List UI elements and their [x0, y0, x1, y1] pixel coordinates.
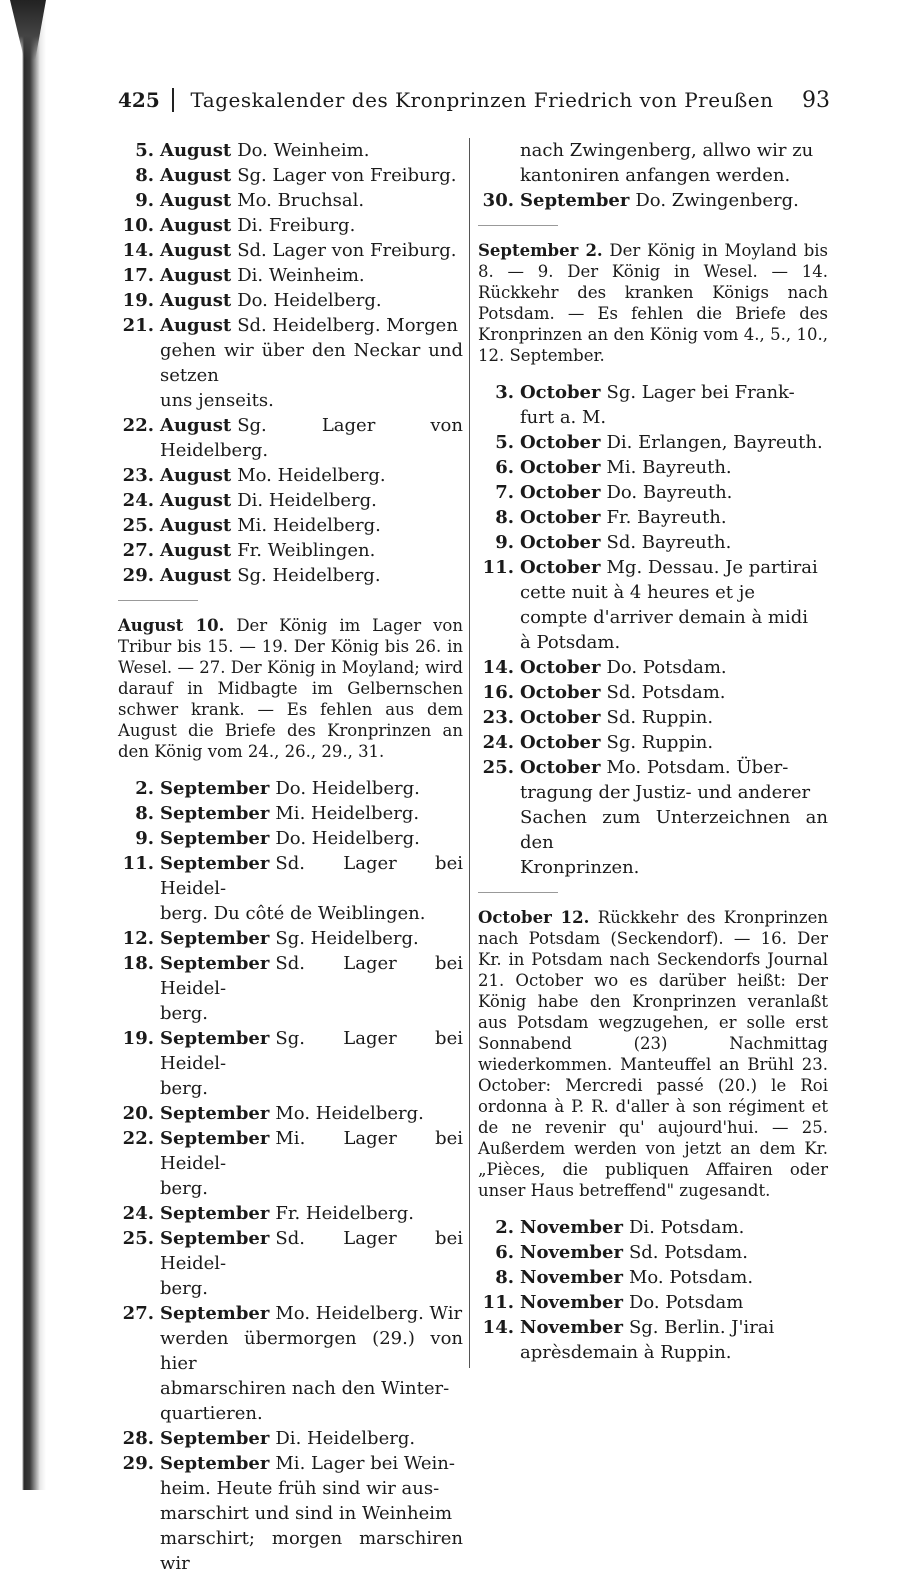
october-note [478, 907, 828, 1201]
entry-month: October [520, 482, 601, 503]
page-number-left: 425 [118, 88, 174, 112]
entry-continuation: berg. [160, 1178, 209, 1199]
entry-month: October [520, 507, 601, 528]
entry-day: 25. [122, 1228, 154, 1249]
entry-month: September [160, 953, 270, 974]
entry-month: August [160, 515, 232, 536]
entry-day: 29. [122, 565, 154, 586]
entry-month: August [160, 190, 232, 211]
calendar-entry [478, 530, 828, 555]
calendar-entry [118, 413, 463, 463]
entry-day: 22. [122, 1128, 154, 1149]
entry-day: 25. [122, 515, 154, 536]
entry-continuation: marschirt und sind in Weinheim [160, 1503, 453, 1524]
entry-continuation: à Potsdam. [520, 632, 621, 653]
entry-day: 9. [135, 828, 154, 849]
entry-day: 11. [482, 1292, 514, 1313]
entry-text: Sg. Lager bei Frank- [606, 382, 795, 403]
entry-text: Di. Heidelberg. [275, 1428, 416, 1449]
calendar-entry [118, 538, 463, 563]
entry-month: September [160, 1428, 270, 1449]
continued-line: kantoniren anfangen werden. [520, 165, 791, 186]
entry-day: 19. [122, 290, 154, 311]
entry-month: September [160, 1228, 270, 1249]
entry-day: 6. [495, 1242, 514, 1263]
entry-month: November [520, 1267, 623, 1288]
right-column [478, 138, 828, 1365]
calendar-entry [478, 505, 828, 530]
entry-continuation: berg. [160, 1003, 209, 1024]
entry-text: Do. Heidelberg. [275, 828, 420, 849]
calendar-entry [478, 455, 828, 480]
august-note [118, 615, 463, 762]
entry-month: September [520, 190, 630, 211]
entry-month: October [520, 532, 601, 553]
entry-text: Mo. Potsdam. Über- [606, 757, 789, 778]
continued-text [478, 138, 828, 188]
entry-text: Sg. Lager von Heidelberg. [160, 415, 463, 461]
september-note [478, 240, 828, 366]
calendar-entry [478, 1315, 828, 1340]
entry-text: Sg. Heidelberg. [275, 928, 419, 949]
entry-text: Di. Heidelberg. [237, 490, 377, 511]
entry-text: Sd. Bayreuth. [606, 532, 732, 553]
entry-text: Di. Freiburg. [237, 215, 356, 236]
calendar-entry [118, 776, 463, 801]
calendar-entry [118, 926, 463, 951]
entry-day: 5. [135, 140, 154, 161]
entry-day: 12. [122, 928, 154, 949]
calendar-entry [118, 463, 463, 488]
entry-continuation: berg. [160, 1078, 209, 1099]
calendar-entry [478, 680, 828, 705]
entry-text: Do. Heidelberg. [275, 778, 420, 799]
entry-continuation: heim. Heute früh sind wir aus- [160, 1478, 440, 1499]
entry-day: 19. [122, 1028, 154, 1049]
entry-month: August [160, 265, 232, 286]
entry-month: August [160, 315, 232, 336]
calendar-entry [118, 563, 463, 588]
entry-continuation: werden übermorgen (29.) von hier [160, 1328, 463, 1374]
entry-day: 6. [495, 457, 514, 478]
entry-month: September [160, 1303, 270, 1324]
entry-day: 30. [482, 190, 514, 211]
calendar-entry [478, 730, 828, 755]
entry-day: 21. [122, 315, 154, 336]
entry-day: 14. [482, 1317, 514, 1338]
entry-text: Mo. Heidelberg. [237, 465, 386, 486]
calendar-entry [478, 1290, 828, 1315]
calendar-entry [118, 138, 463, 163]
calendar-entry [118, 1226, 463, 1276]
separator-line [478, 892, 558, 893]
entry-text: Mo. Heidelberg. Wir [275, 1303, 463, 1324]
september-note-text: Der König in Moyland bis 8. — 9. Der König in Wesel. — 14. Rückkehr des kranken Königs nach Potsdam. — Es fehlen die Briefe des Kronprinzen an den König vom 4., 5., 10., 12. September. [478, 241, 829, 365]
entry-month: October [520, 707, 601, 728]
calendar-entry [478, 555, 828, 580]
october-note-lead: October 12. [478, 908, 590, 927]
entry-text: Di. Potsdam. [628, 1217, 745, 1238]
entry-text: Sg. Berlin. J'irai [628, 1317, 775, 1338]
october-entries [478, 380, 828, 880]
page-number-right: 93 [802, 88, 830, 113]
entry-day: 27. [122, 540, 154, 561]
calendar-entry [118, 188, 463, 213]
entry-day: 16. [482, 682, 514, 703]
calendar-entry [118, 826, 463, 851]
entry-month: October [520, 732, 601, 753]
entry-day: 28. [122, 1428, 154, 1449]
calendar-entry [118, 1026, 463, 1076]
entry-text: Sg. Lager bei Heidel- [160, 1028, 463, 1074]
entry-day: 7. [495, 482, 514, 503]
entry-month: August [160, 165, 232, 186]
entry-day: 14. [122, 240, 154, 261]
entry-text: Mi. Heidelberg. [237, 515, 381, 536]
calendar-entry [478, 1240, 828, 1265]
entry-text: Mo. Heidelberg. [275, 1103, 424, 1124]
entry-text: Mi. Lager bei Wein- [275, 1453, 455, 1474]
entry-month: October [520, 757, 601, 778]
entry-month: October [520, 382, 601, 403]
column-divider [469, 138, 470, 1368]
entry-day: 22. [122, 415, 154, 436]
entry-text: Mi. Lager bei Heidel- [160, 1128, 463, 1174]
calendar-entry [118, 288, 463, 313]
entry-continuation: uns jenseits. [160, 390, 274, 411]
entry-continuation: compte d'arriver demain à midi [520, 607, 809, 628]
entry-continuation: abmarschiren nach den Winter- [160, 1378, 450, 1399]
entry-month: August [160, 290, 232, 311]
august-note-lead: August 10. [118, 616, 225, 635]
entry-text: Do. Potsdam. [606, 657, 727, 678]
entry-day: 11. [482, 557, 514, 578]
calendar-entry [478, 480, 828, 505]
entry-month: August [160, 465, 232, 486]
entry-day: 8. [135, 165, 154, 186]
calendar-entry [118, 1426, 463, 1451]
entry-day: 3. [495, 382, 514, 403]
entry-text: Do. Potsdam [628, 1292, 744, 1313]
entry-month: September [160, 828, 270, 849]
left-column [118, 138, 463, 1576]
entry-day: 27. [122, 1303, 154, 1324]
calendar-entry [118, 263, 463, 288]
entry-text: Do. Zwingenberg. [635, 190, 799, 211]
calendar-entry [118, 213, 463, 238]
entry-day: 2. [495, 1217, 514, 1238]
entry-month: August [160, 565, 232, 586]
entry-text: Sg. Lager von Freiburg. [237, 165, 457, 186]
entry-month: September [160, 778, 270, 799]
entry-day: 20. [122, 1103, 154, 1124]
entry-day: 29. [122, 1453, 154, 1474]
page-header [118, 88, 830, 118]
calendar-entry [118, 513, 463, 538]
entry-text: Sd. Lager bei Heidel- [160, 953, 463, 999]
entry-month: September [160, 803, 270, 824]
entry-continuation: Kronprinzen. [520, 857, 640, 878]
entry-text: Mg. Dessau. Je partirai [606, 557, 818, 578]
august-entries [118, 138, 463, 588]
calendar-entry [118, 851, 463, 901]
entry-continuation: tragung der Justiz- und anderer [520, 782, 811, 803]
entry-month: August [160, 240, 232, 261]
entry-day: 8. [495, 507, 514, 528]
calendar-entry [118, 238, 463, 263]
entry-continuation: gehen wir über den Neckar und setzen [160, 340, 463, 386]
running-title: Tageskalender des Kronprinzen Friedrich von Preußen [190, 88, 774, 112]
entry-text: Sd. Potsdam. [628, 1242, 748, 1263]
entry-text: Sd. Lager bei Heidel- [160, 1228, 463, 1274]
entry-september-30 [478, 188, 828, 213]
entry-month: October [520, 557, 601, 578]
entry-text: Fr. Bayreuth. [606, 507, 727, 528]
september-entries [118, 776, 463, 1576]
entry-month: August [160, 215, 232, 236]
entry-month: October [520, 432, 601, 453]
november-entries [478, 1215, 828, 1365]
continued-line: nach Zwingenberg, allwo wir zu [520, 140, 814, 161]
entry-text: Sg. Ruppin. [606, 732, 714, 753]
entry-text: Sd. Heidelberg. Morgen [237, 315, 458, 336]
entry-continuation: berg. Du côté de Weiblingen. [160, 903, 426, 924]
entry-text: Sg. Heidelberg. [237, 565, 381, 586]
calendar-entry [118, 1301, 463, 1326]
entry-day: 23. [482, 707, 514, 728]
entry-continuation: aprèsdemain à Ruppin. [520, 1342, 732, 1363]
entry-day: 9. [135, 190, 154, 211]
entry-day: 18. [122, 953, 154, 974]
entry-month: November [520, 1292, 623, 1313]
calendar-entry [118, 1126, 463, 1176]
entry-month: November [520, 1242, 623, 1263]
entry-month: August [160, 415, 232, 436]
calendar-entry [118, 488, 463, 513]
entry-month: August [160, 540, 232, 561]
entry-text: Di. Erlangen, Bayreuth. [606, 432, 823, 453]
entry-month: August [160, 140, 232, 161]
entry-text: Sd. Lager bei Heidel- [160, 853, 463, 899]
entry-text: Sd. Lager von Freiburg. [237, 240, 457, 261]
calendar-entry [118, 1451, 463, 1476]
entry-month: September [160, 1028, 270, 1049]
entry-day: 2. [135, 778, 154, 799]
separator-line [478, 225, 558, 226]
book-binding-shadow [0, 0, 46, 1490]
september-note-lead: September 2. [478, 241, 603, 260]
entry-month: September [160, 1203, 270, 1224]
entry-text: Mo. Potsdam. [628, 1267, 754, 1288]
entry-continuation: berg. [160, 1278, 209, 1299]
entry-day: 9. [495, 532, 514, 553]
entry-text: Sd. Potsdam. [606, 682, 726, 703]
calendar-entry [478, 705, 828, 730]
entry-month: September [160, 1128, 270, 1149]
entry-month: August [160, 490, 232, 511]
calendar-entry [478, 655, 828, 680]
october-note-text: Rückkehr des Kronprinzen nach Potsdam (Seckendorf). — 16. Der Kr. in Potsdam nach Seckendorfs Journal 21. October wo es darüber heißt: Der König habe den Kronprinzen veranlaßt aus Potsdam wegzugehen, er solle erst Sonnabend (23) Nachmittag wiederkommen. Manteuffel an Brühl 23. October: Mercredi passé (20.) le Roi ordonna à P. R. d'aller à son régiment et de ne revenir qu' aujourd'hui. — 25. Außerdem werden von jetzt an dem Kr. „Pièces, die publiquen Affairen oder unser Haus betreffend" zugesandt. [478, 908, 828, 1200]
entry-day: 11. [122, 853, 154, 874]
entry-continuation: Sachen zum Unterzeichnen an den [520, 807, 828, 853]
entry-text: Sd. Ruppin. [606, 707, 714, 728]
entry-day: 8. [135, 803, 154, 824]
entry-day: 8. [495, 1267, 514, 1288]
calendar-entry [118, 801, 463, 826]
august-note-text: Der König im Lager von Tribur bis 15. — 19. Der König bis 26. in Wesel. — 27. Der König in Moyland; wird darauf in Midbagte im Gelbernschen schwer krank. — Es fehlen aus dem August die Briefe des Kronprinzen an den König vom 24., 26., 29., 31. [118, 616, 463, 761]
calendar-entry [118, 951, 463, 1001]
entry-day: 24. [122, 490, 154, 511]
entry-day: 23. [122, 465, 154, 486]
calendar-entry [478, 755, 828, 780]
entry-text: Do. Heidelberg. [237, 290, 382, 311]
calendar-entry [478, 1215, 828, 1240]
entry-continuation: furt a. M. [520, 407, 607, 428]
entry-text: Fr. Weiblingen. [237, 540, 376, 561]
entry-month: November [520, 1317, 623, 1338]
entry-text: Do. Weinheim. [237, 140, 370, 161]
calendar-entry [118, 313, 463, 338]
entry-month: November [520, 1217, 623, 1238]
entry-text: Mo. Bruchsal. [237, 190, 365, 211]
entry-month: October [520, 657, 601, 678]
entry-text: Do. Bayreuth. [606, 482, 733, 503]
entry-month: September [160, 1453, 270, 1474]
entry-text: Di. Weinheim. [237, 265, 365, 286]
entry-day: 5. [495, 432, 514, 453]
entry-month: October [520, 682, 601, 703]
entry-day: 24. [482, 732, 514, 753]
entry-continuation: cette nuit à 4 heures et je [520, 582, 755, 603]
entry-month: October [520, 457, 601, 478]
calendar-entry [118, 1101, 463, 1126]
entry-continuation: marschirt; morgen marschiren wir [160, 1528, 463, 1574]
entry-day: 14. [482, 657, 514, 678]
entry-month: September [160, 853, 270, 874]
entry-text: Mi. Bayreuth. [606, 457, 732, 478]
entry-month: September [160, 928, 270, 949]
entry-continuation: quartieren. [160, 1403, 263, 1424]
entry-text: Mi. Heidelberg. [275, 803, 420, 824]
calendar-entry [478, 380, 828, 405]
entry-month: September [160, 1103, 270, 1124]
entry-day: 10. [122, 215, 154, 236]
calendar-entry [118, 1201, 463, 1226]
entry-day: 24. [122, 1203, 154, 1224]
separator-line [118, 600, 198, 601]
entry-day: 17. [122, 265, 154, 286]
entry-day: 25. [482, 757, 514, 778]
entry-text: Fr. Heidelberg. [275, 1203, 414, 1224]
calendar-entry [118, 163, 463, 188]
calendar-entry [478, 1265, 828, 1290]
calendar-entry [478, 430, 828, 455]
